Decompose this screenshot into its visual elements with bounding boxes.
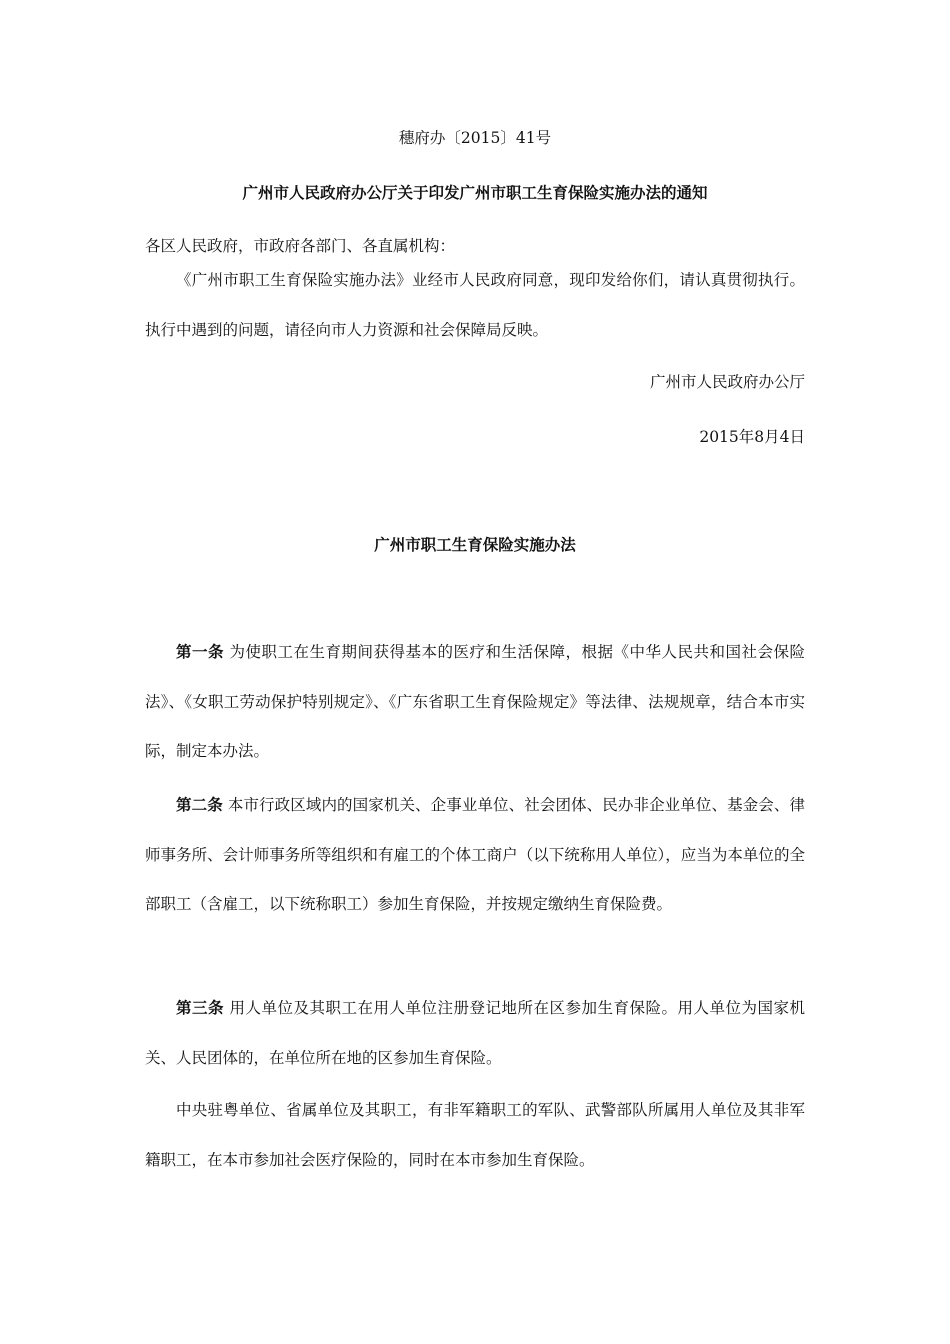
article-2-label: 第二条 <box>176 795 223 814</box>
notice-title: 广州市人民政府办公厅关于印发广州市职工生育保险实施办法的通知 <box>242 183 708 202</box>
article-2 <box>145 780 805 930</box>
document-number: 穗府办〔2015〕41号 <box>398 129 552 147</box>
notice-body: 《广州市职工生育保险实施办法》业经市人民政府同意，现印发给你们，请认真贯彻执行。执行中遇到的问题，请径向市人力资源和社会保障局反映。 <box>145 271 805 339</box>
issue-date: 2015年8月4日 <box>699 428 805 446</box>
regulation-title: 广州市职工生育保险实施办法 <box>374 535 576 554</box>
article-3-paragraph-2: 中央驻粤单位、省属单位及其职工，有非军籍职工的军队、武警部队所属用人单位及其非军籍职工，在本市参加社会医疗保险的，同时在本市参加生育保险。 <box>145 1101 805 1169</box>
article-3-label: 第三条 <box>176 998 225 1017</box>
article-1 <box>145 627 805 777</box>
addressee: 各区人民政府，市政府各部门、各直属机构： <box>145 237 456 255</box>
article-2-text: 本市行政区域内的国家机关、企事业单位、社会团体、民办非企业单位、基金会、律师事务所、会计师事务所等组织和有雇工的个体工商户（以下统称用人单位），应当为本单位的全部职工（含雇工，以下统称职工）参加生育保险，并按规定缴纳生育保险费。 <box>145 796 805 913</box>
article-1-text: 为使职工在生育期间获得基本的医疗和生活保障，根据《中华人民共和国社会保险法》、《女职工劳动保护特别规定》、《广东省职工生育保险规定》等法律、法规规章，结合本市实际，制定本办法。 <box>145 643 805 760</box>
article-3-text: 用人单位及其职工在用人单位注册登记地所在区参加生育保险。用人单位为国家机关、人民团体的，在单位所在地的区参加生育保险。 <box>145 999 805 1067</box>
article-1-label: 第一条 <box>176 642 225 661</box>
article-3 <box>145 983 805 1083</box>
issuer: 广州市人民政府办公厅 <box>649 373 805 391</box>
